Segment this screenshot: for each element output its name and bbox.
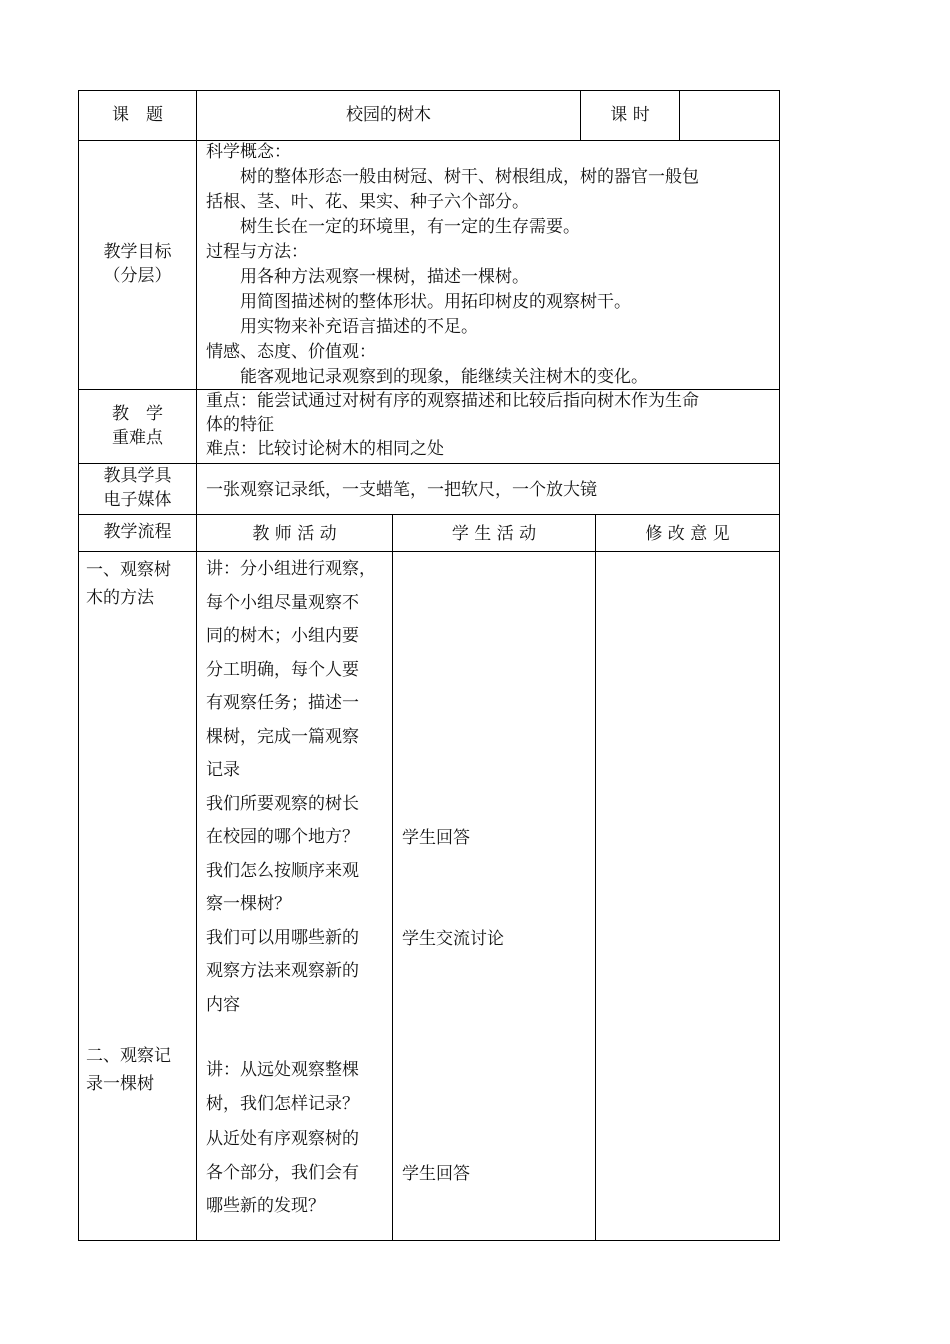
teacher-line: 各个部分，我们会有 — [206, 1162, 359, 1183]
teacher-line: 内容 — [206, 994, 240, 1015]
table-border-right — [779, 90, 780, 1241]
tools-label: 教具学具 电子媒体 — [103, 466, 172, 510]
objectives-content — [206, 140, 699, 390]
objective-line: 用各种方法观察一棵树，描述一棵树。 — [206, 267, 529, 287]
teacher-line: 从近处有序观察树的 — [206, 1129, 359, 1149]
table-border-top — [78, 90, 780, 91]
teacher-activity-block-2 — [206, 1054, 359, 1224]
student-activity-header: 学 生 活 动 — [451, 524, 537, 544]
teacher-line: 在校园的哪个地方？ — [206, 827, 359, 847]
objective-line: 树生长在一定的环境里，有一定的生存需要。 — [206, 217, 580, 237]
revision-header: 修 改 意 见 — [645, 524, 730, 544]
teacher-line: 我们可以用哪些新的 — [206, 927, 359, 948]
flow-header: 教学流程 — [103, 522, 172, 542]
teacher-line: 观察方法来观察新的 — [206, 961, 359, 981]
objective-line: 情感、态度、价值观： — [206, 342, 376, 362]
teacher-line: 哪些新的发现？ — [206, 1196, 325, 1216]
objective-line: 能客观地记录观察到的现象，能继续关注树木的变化。 — [206, 367, 648, 387]
teacher-line: 我们怎么按顺序来观 — [206, 860, 359, 881]
topic-label: 课 题 — [112, 105, 163, 125]
teacher-line: 记录 — [206, 760, 240, 780]
objective-line: 过程与方法： — [206, 242, 308, 262]
objectives-label: 教学目标 （分层） — [103, 242, 172, 286]
teacher-line: 我们所要观察的树长 — [206, 793, 359, 814]
teacher-line: 同的树木；小组内要 — [206, 626, 359, 646]
key-point-line: 难点：比较讨论树木的相同之处 — [206, 439, 444, 459]
teacher-line: 棵树，完成一篇观察 — [206, 726, 359, 747]
objective-line: 科学概念： — [206, 142, 291, 162]
hours-label: 课 时 — [610, 105, 650, 125]
teacher-line: 分工明确，每个人要 — [206, 659, 359, 680]
teacher-line: 每个小组尽量观察不 — [206, 592, 359, 613]
column-divider — [196, 90, 197, 1241]
student-answer-2: 学生交流讨论 — [402, 929, 504, 949]
step-1-label: 一、观察树 木的方法 — [86, 560, 171, 608]
tools-value: 一张观察记录纸，一支蜡笔，一把软尺，一个放大镜 — [206, 480, 597, 500]
student-answer-1: 学生回答 — [402, 828, 470, 848]
objective-line: 树的整体形态一般由树冠、树干、树根组成，树的器官一般包 — [206, 167, 699, 187]
topic-value: 校园的树木 — [346, 105, 431, 125]
column-divider — [595, 514, 596, 1241]
teacher-line: 讲：分小组进行观察， — [206, 559, 376, 579]
teacher-line: 有观察任务；描述一 — [206, 693, 359, 713]
column-divider — [679, 90, 680, 141]
table-border-bottom — [78, 1240, 780, 1241]
key-points-label: 教 学 重难点 — [112, 404, 163, 448]
step-2-label: 二、观察记 录一棵树 — [86, 1046, 171, 1094]
key-point-line: 重点：能尝试通过对树有序的观察描述和比较后指向树木作为生命 — [206, 391, 699, 411]
teacher-line: 树，我们怎样记录？ — [206, 1093, 359, 1114]
key-point-line: 体的特征 — [206, 415, 274, 435]
teacher-activity-header: 教 师 活 动 — [252, 524, 337, 544]
teacher-activity-block-1 — [206, 553, 376, 1022]
teacher-line: 讲：从远处观察整棵 — [206, 1060, 359, 1080]
objective-line: 用简图描述树的整体形状。用拓印树皮的观察树干。 — [206, 292, 631, 312]
row-divider — [78, 551, 780, 552]
row-divider — [78, 514, 780, 515]
teacher-line: 察一棵树？ — [206, 894, 291, 914]
objective-line: 用实物来补充语言描述的不足。 — [206, 317, 478, 337]
column-divider — [392, 514, 393, 1241]
student-answer-3: 学生回答 — [402, 1164, 470, 1184]
key-points-content — [206, 389, 699, 461]
objective-line: 括根、茎、叶、花、果实、种子六个部分。 — [206, 192, 529, 212]
